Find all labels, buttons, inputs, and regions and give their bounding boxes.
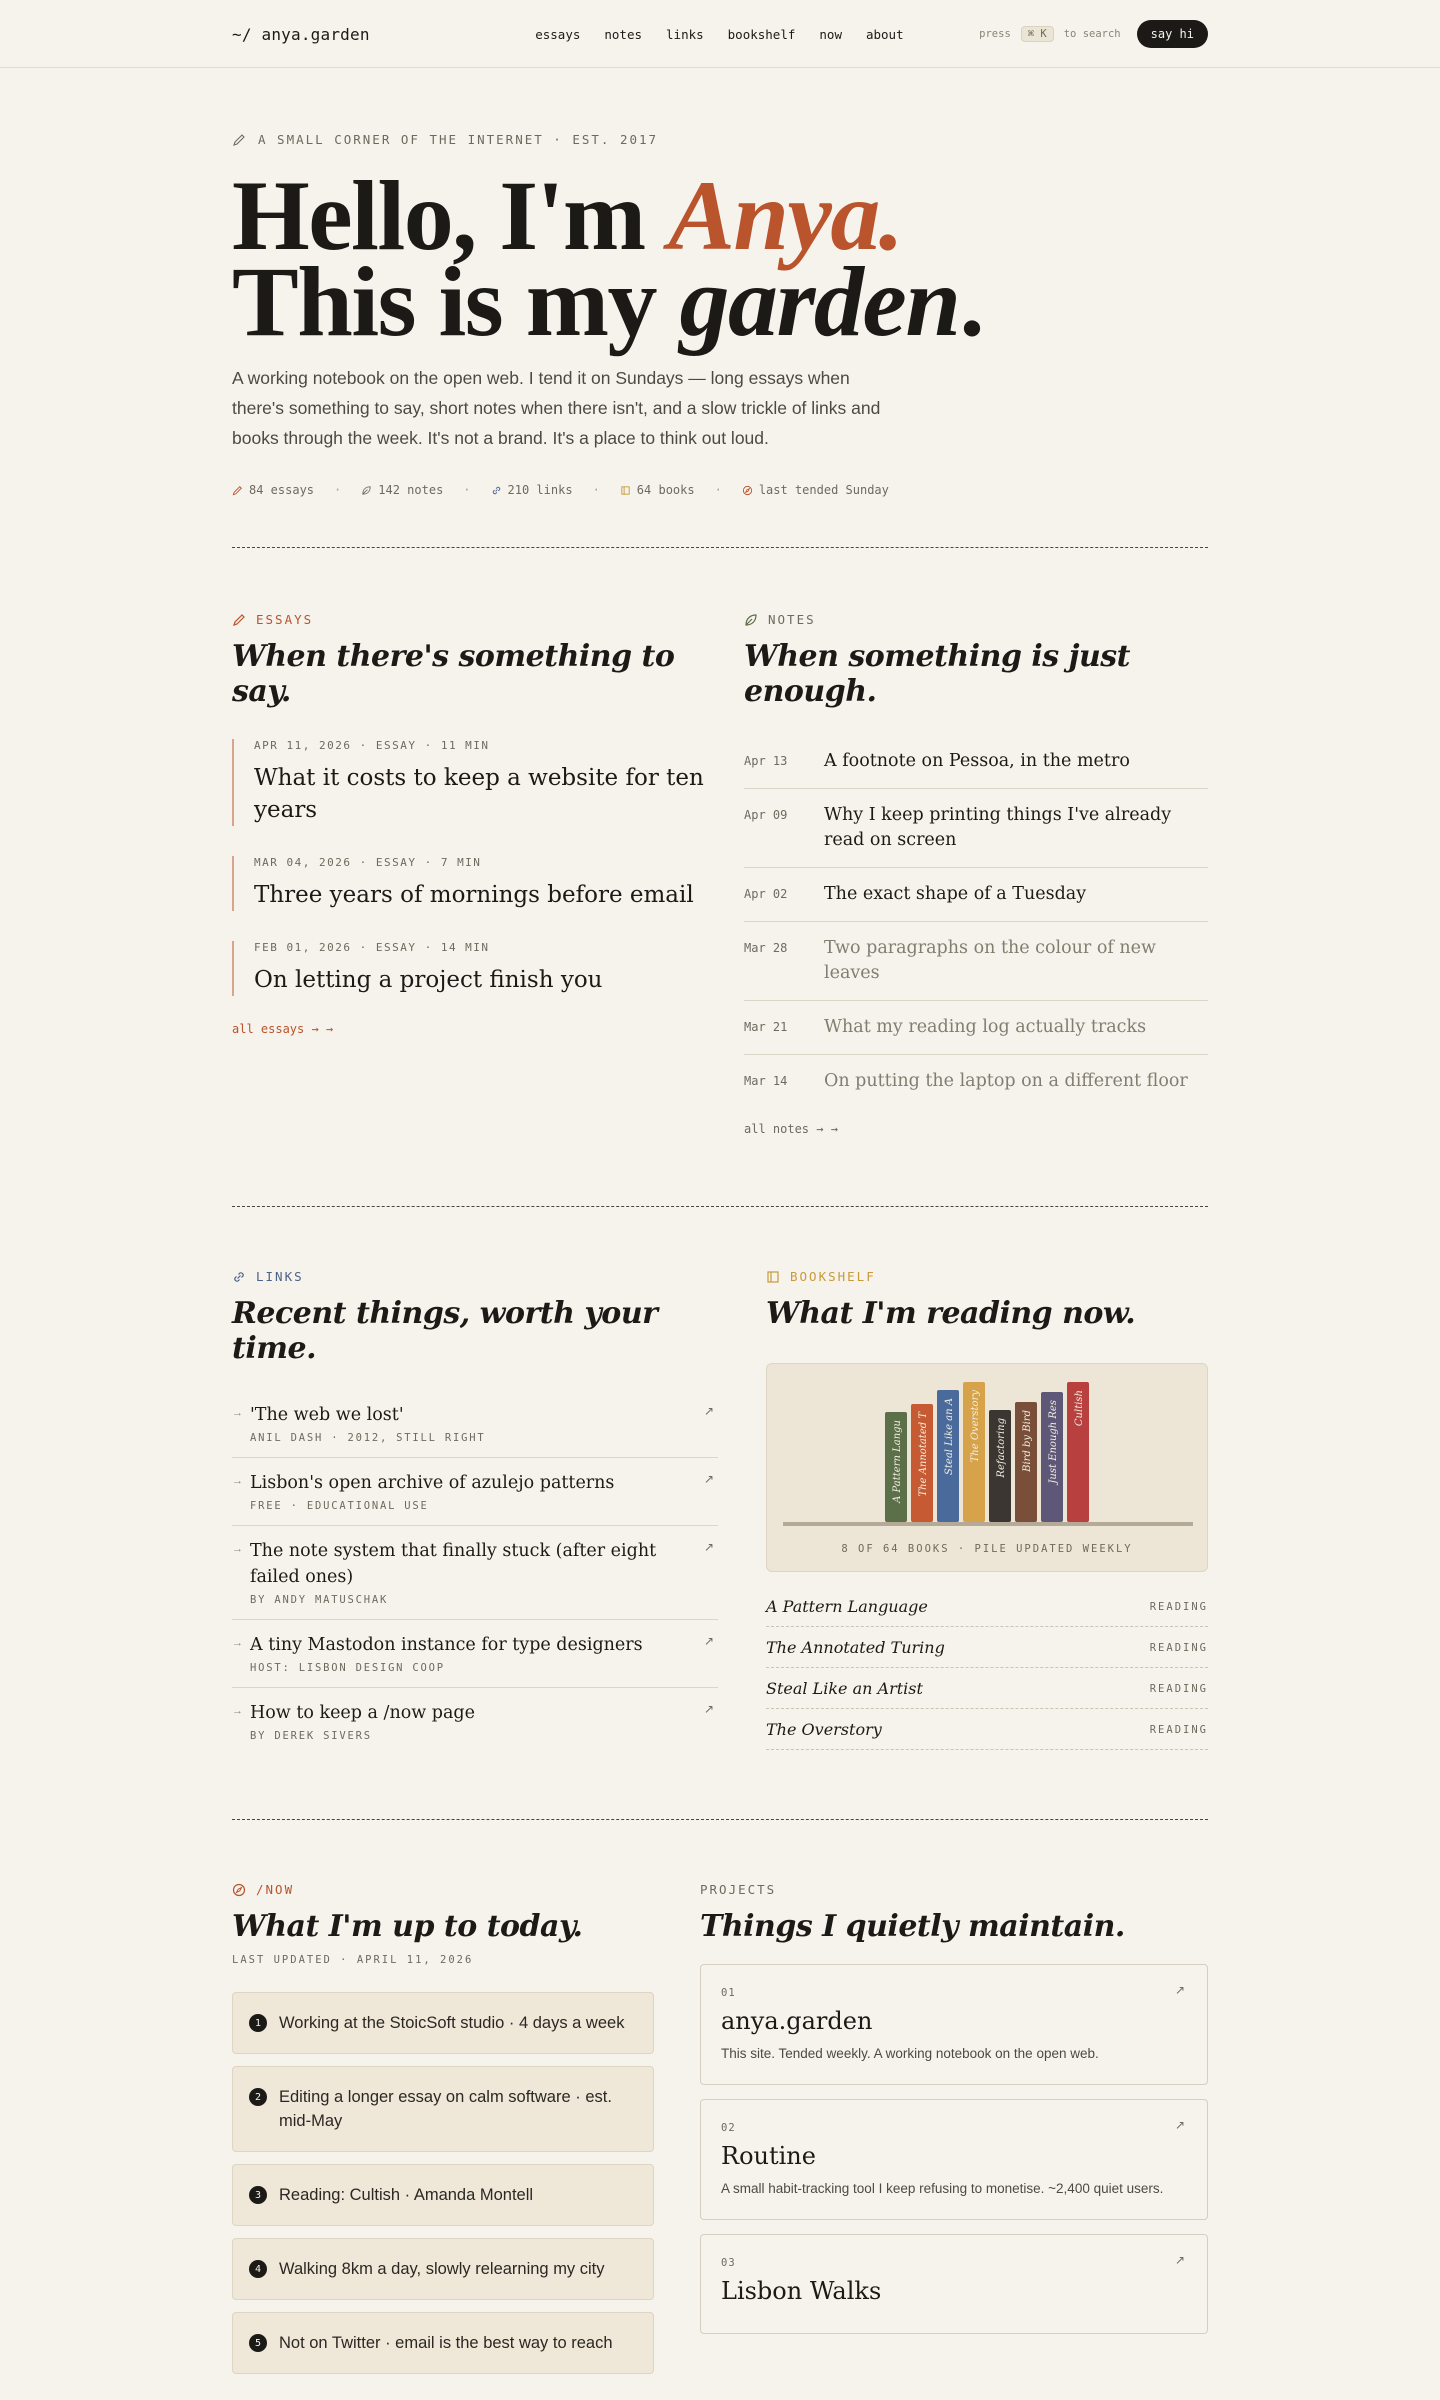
book-spine[interactable] (885, 1412, 907, 1522)
nav-bookshelf[interactable]: bookshelf (727, 26, 796, 42)
stat-essays[interactable] (232, 483, 314, 497)
essay-item[interactable] (232, 739, 708, 826)
book-status: READING (1149, 1682, 1208, 1695)
now-updated: LAST UPDATED · APRIL 11, 2026 (232, 1954, 474, 1966)
links-column (232, 1269, 718, 1755)
link-item[interactable] (232, 1620, 718, 1688)
project-card[interactable] (700, 1964, 1208, 2085)
book-spine-title: Refactoring (996, 1418, 1007, 1478)
project-number: 02 (721, 2122, 736, 2134)
reading-item[interactable] (766, 1627, 1208, 1668)
essay-meta: MAR 04, 2026 · ESSAY · 7 MIN (254, 856, 482, 869)
project-description: This site. Tended weekly. A working notebook on the open web. (721, 2046, 1099, 2061)
note-item[interactable] (744, 868, 1208, 922)
separator-dot: · (334, 483, 342, 497)
book-spine[interactable] (1041, 1392, 1063, 1522)
book-spine-title: The Overstory (970, 1390, 981, 1463)
main-nav (535, 27, 903, 42)
note-title[interactable]: A footnote on Pessoa, in the metro (824, 751, 1130, 771)
now-title: What I'm up to today. (232, 1909, 583, 1944)
reading-list (766, 1586, 1208, 1750)
stat-last-tended (742, 483, 889, 497)
arrow-icon: → (232, 1407, 243, 1419)
project-name[interactable]: Lisbon Walks (721, 2277, 882, 2305)
book-spine[interactable] (911, 1404, 933, 1522)
book-status: READING (1149, 1641, 1208, 1654)
separator-dot: · (463, 483, 471, 497)
links-label-text: LINKS (256, 1269, 304, 1284)
external-link-icon[interactable]: ↗ (704, 1702, 715, 1716)
bookshelf-label (766, 1269, 1208, 1284)
arrow-icon: → (232, 1637, 243, 1649)
nav-essays[interactable]: essays (535, 26, 581, 42)
essay-title[interactable]: What it costs to keep a website for ten years (254, 765, 704, 823)
bookshelf-title: What I'm reading now. (766, 1296, 1136, 1331)
now-item-number: 4 (249, 2260, 267, 2278)
arrow-icon: → (232, 1705, 243, 1717)
link-source: HOST: LISBON DESIGN COOP (250, 1662, 445, 1674)
link-icon (232, 1270, 246, 1284)
link-item[interactable] (232, 1688, 718, 1755)
notes-column (744, 612, 1208, 1136)
external-link-icon[interactable]: ↗ (1174, 1983, 1185, 1997)
book-title[interactable]: The Annotated Turing (766, 1638, 945, 1657)
hero-name: Anya. (668, 160, 903, 271)
book-status: READING (1149, 1600, 1208, 1613)
note-date: Mar 21 (744, 1020, 788, 1034)
links-books-section (232, 1269, 1208, 1755)
pencil-icon (232, 485, 243, 496)
note-item[interactable] (744, 1055, 1208, 1108)
link-item[interactable] (232, 1526, 718, 1620)
stat-links-label: 210 links (507, 483, 573, 497)
hero (232, 68, 1208, 497)
link-title[interactable]: How to keep a /now page (250, 1703, 475, 1723)
site-logo[interactable]: ~/ anya.garden (232, 24, 370, 44)
essays-title: When there's something to say. (232, 639, 675, 709)
all-notes-link[interactable]: all notes → → (744, 1122, 838, 1136)
now-item-number: 1 (249, 2014, 267, 2032)
now-item-number: 5 (249, 2334, 267, 2352)
arrow-icon: → (232, 1543, 243, 1555)
now-item-number: 2 (249, 2088, 267, 2106)
bookshelf-illustration (766, 1363, 1208, 1572)
notes-label (744, 612, 1208, 627)
project-number: 03 (721, 2257, 736, 2269)
separator-dot: · (592, 483, 600, 497)
hero-heading (232, 160, 1208, 357)
projects-label: PROJECTS (700, 1882, 777, 1897)
now-item (232, 2066, 654, 2152)
book-spine[interactable] (963, 1382, 985, 1522)
external-link-icon[interactable]: ↗ (704, 1540, 715, 1554)
hero-garden-word: garden (679, 246, 960, 357)
nav-now[interactable]: now (819, 26, 842, 42)
note-date: Mar 14 (744, 1074, 788, 1088)
note-date: Mar 28 (744, 941, 788, 955)
book-spine[interactable] (1015, 1402, 1037, 1522)
essay-title[interactable]: Three years of mornings before email (254, 882, 694, 908)
search-hint-suffix: to search (1063, 28, 1121, 40)
leaf-icon (361, 485, 372, 496)
link-title[interactable]: Lisbon's open archive of azulejo patterns (250, 1473, 615, 1493)
hero-eyebrow (232, 132, 1208, 147)
book-spine-title: Just Enough Res (1048, 1400, 1059, 1484)
link-source: BY ANDY MATUSCHAK (250, 1594, 389, 1606)
essay-title[interactable]: On letting a project finish you (254, 967, 603, 993)
stat-links[interactable] (491, 483, 573, 497)
project-card[interactable] (700, 2099, 1208, 2220)
book-spine[interactable] (989, 1410, 1011, 1522)
arrow-icon: → (232, 1475, 243, 1487)
reading-item[interactable] (766, 1586, 1208, 1627)
link-item[interactable] (232, 1458, 718, 1526)
book-spine-title: A Pattern Langu (892, 1420, 903, 1503)
book-spines (767, 1364, 1209, 1573)
leaf-icon (744, 613, 758, 627)
hero-garden-post: . (959, 246, 983, 357)
link-source: ANIL DASH · 2012, STILL RIGHT (250, 1432, 486, 1444)
hero-greeting: Hello, I'm (232, 160, 669, 271)
search-hint (979, 20, 1208, 48)
now-item-text: Working at the StoicSoft studio · 4 days a week (279, 2014, 625, 2032)
bookshelf-column (766, 1269, 1208, 1755)
nav-notes[interactable]: notes (604, 26, 643, 42)
projects-column (700, 1882, 1208, 2374)
now-projects-section (232, 1882, 1208, 2374)
external-link-icon[interactable]: ↗ (704, 1404, 715, 1418)
book-spine[interactable] (937, 1390, 959, 1522)
link-title[interactable]: A tiny Mastodon instance for type designers (250, 1635, 643, 1655)
note-date: Apr 13 (744, 754, 788, 768)
site-stats (232, 483, 1208, 497)
note-date: Apr 02 (744, 887, 788, 901)
essays-label-text: ESSAYS (256, 612, 314, 627)
section-divider (232, 1819, 1208, 1820)
nav-links[interactable]: links (666, 26, 704, 42)
book-spine-title: The Annotated T (918, 1412, 929, 1497)
now-item-text: Not on Twitter · email is the best way to reach (279, 2334, 613, 2352)
external-link-icon[interactable]: ↗ (704, 1634, 715, 1648)
essay-item[interactable] (232, 856, 708, 911)
note-title[interactable]: Two paragraphs on the colour of new leaves (824, 938, 1157, 983)
book-spine-title: Bird by Bird (1022, 1410, 1033, 1472)
now-item-text: Reading: Cultish · Amanda Montell (279, 2186, 534, 2204)
now-item (232, 2238, 654, 2300)
now-list (232, 1992, 654, 2374)
link-source: FREE · EDUCATIONAL USE (250, 1500, 429, 1512)
note-title[interactable]: On putting the laptop on a different floor (824, 1071, 1188, 1091)
book-spine-title: Cultish (1074, 1390, 1085, 1427)
all-essays-link[interactable]: all essays → → (232, 1022, 334, 1036)
note-title[interactable]: Why I keep printing things I've already read on screen (824, 805, 1172, 850)
now-item-text: Editing a longer essay on calm software · est. mid-May (279, 2088, 612, 2130)
hero-intro: A working notebook on the open web. I tend it on Sundays — long essays when there's something to say, short notes when there isn't, and a slow trickle of links and books through the week. It's not a brand. It's a place to think out loud. (232, 368, 881, 448)
nav-about[interactable]: about (865, 26, 904, 42)
project-name[interactable]: Routine (721, 2142, 816, 2170)
book-title[interactable]: The Overstory (766, 1720, 882, 1739)
bookshelf-caption: 8 OF 64 BOOKS · PILE UPDATED WEEKLY (841, 1543, 1133, 1555)
section-divider (232, 1206, 1208, 1207)
writing-section (232, 612, 1208, 1136)
book-icon (766, 1270, 780, 1284)
hero-eyebrow-text: A SMALL CORNER OF THE INTERNET · EST. 2017 (258, 132, 659, 147)
link-title[interactable]: The note system that finally stuck (after eight failed ones) (250, 1541, 657, 1587)
link-title[interactable]: 'The web we lost' (250, 1405, 404, 1425)
top-bar (0, 0, 1440, 68)
note-date: Apr 09 (744, 808, 788, 822)
essay-item[interactable] (232, 941, 708, 996)
links-label (232, 1269, 718, 1284)
now-label (232, 1882, 654, 1897)
pencil-icon (232, 613, 246, 627)
notes-label-text: NOTES (768, 612, 816, 627)
stat-books[interactable] (620, 483, 695, 497)
book-title[interactable]: Steal Like an Artist (766, 1679, 923, 1698)
note-item[interactable] (744, 922, 1208, 1001)
project-description: A small habit-tracking tool I keep refusing to monetise. ~2,400 quiet users. (721, 2181, 1164, 2196)
say-hi-button[interactable]: say hi (1137, 20, 1208, 48)
now-item-text: Walking 8km a day, slowly relearning my city (279, 2260, 605, 2278)
search-hint-prefix: press (979, 28, 1011, 40)
reading-item[interactable] (766, 1668, 1208, 1709)
links-title: Recent things, worth your time. (232, 1296, 658, 1366)
external-link-icon[interactable]: ↗ (1174, 2253, 1185, 2267)
stat-books-label: 64 books (636, 483, 695, 497)
links-list (232, 1390, 718, 1755)
reading-item[interactable] (766, 1709, 1208, 1750)
bookshelf-label-text: BOOKSHELF (790, 1269, 876, 1284)
stat-notes-label: 142 notes (378, 483, 444, 497)
stat-essays-label: 84 essays (249, 483, 315, 497)
separator-dot: · (714, 483, 722, 497)
shelf-plank (783, 1522, 1193, 1526)
note-title[interactable]: What my reading log actually tracks (824, 1017, 1147, 1037)
note-item[interactable] (744, 735, 1208, 789)
book-spine-title: Steal Like an A (944, 1398, 955, 1475)
book-status: READING (1149, 1723, 1208, 1736)
stat-notes[interactable] (361, 483, 443, 497)
compass-icon (232, 1883, 246, 1897)
essays-column (232, 612, 708, 1136)
project-number: 01 (721, 1987, 736, 1999)
project-name[interactable]: anya.garden (721, 2007, 873, 2035)
external-link-icon[interactable]: ↗ (1174, 2118, 1185, 2132)
essays-label (232, 612, 708, 627)
note-item[interactable] (744, 1001, 1208, 1055)
note-title[interactable]: The exact shape of a Tuesday (824, 884, 1087, 904)
project-card[interactable] (700, 2234, 1208, 2334)
notes-title: When something is just enough. (744, 639, 1131, 709)
link-item[interactable] (232, 1390, 718, 1458)
link-source: BY DEREK SIVERS (250, 1730, 372, 1742)
projects-list (700, 1964, 1208, 2334)
now-label-text: /NOW (256, 1882, 295, 1897)
book-title[interactable]: A Pattern Language (766, 1597, 928, 1616)
stat-last-tended-label: last tended Sunday (758, 483, 889, 497)
now-item-number: 3 (249, 2186, 267, 2204)
projects-title: Things I quietly maintain. (700, 1909, 1125, 1944)
essay-meta: APR 11, 2026 · ESSAY · 11 MIN (254, 739, 490, 752)
now-column (232, 1882, 654, 2374)
essay-meta: FEB 01, 2026 · ESSAY · 14 MIN (254, 941, 490, 954)
link-icon (491, 485, 502, 496)
now-item (232, 1992, 654, 2054)
compass-icon (742, 485, 753, 496)
now-item (232, 2312, 654, 2374)
search-shortcut-key[interactable]: ⌘ K (1021, 26, 1054, 42)
hero-garden-pre: This is my (232, 246, 680, 357)
book-icon (620, 485, 631, 496)
now-item (232, 2164, 654, 2226)
section-divider (232, 547, 1208, 548)
pencil-icon (232, 133, 246, 147)
external-link-icon[interactable]: ↗ (704, 1472, 715, 1486)
note-item[interactable] (744, 789, 1208, 868)
book-spine[interactable] (1067, 1382, 1089, 1522)
